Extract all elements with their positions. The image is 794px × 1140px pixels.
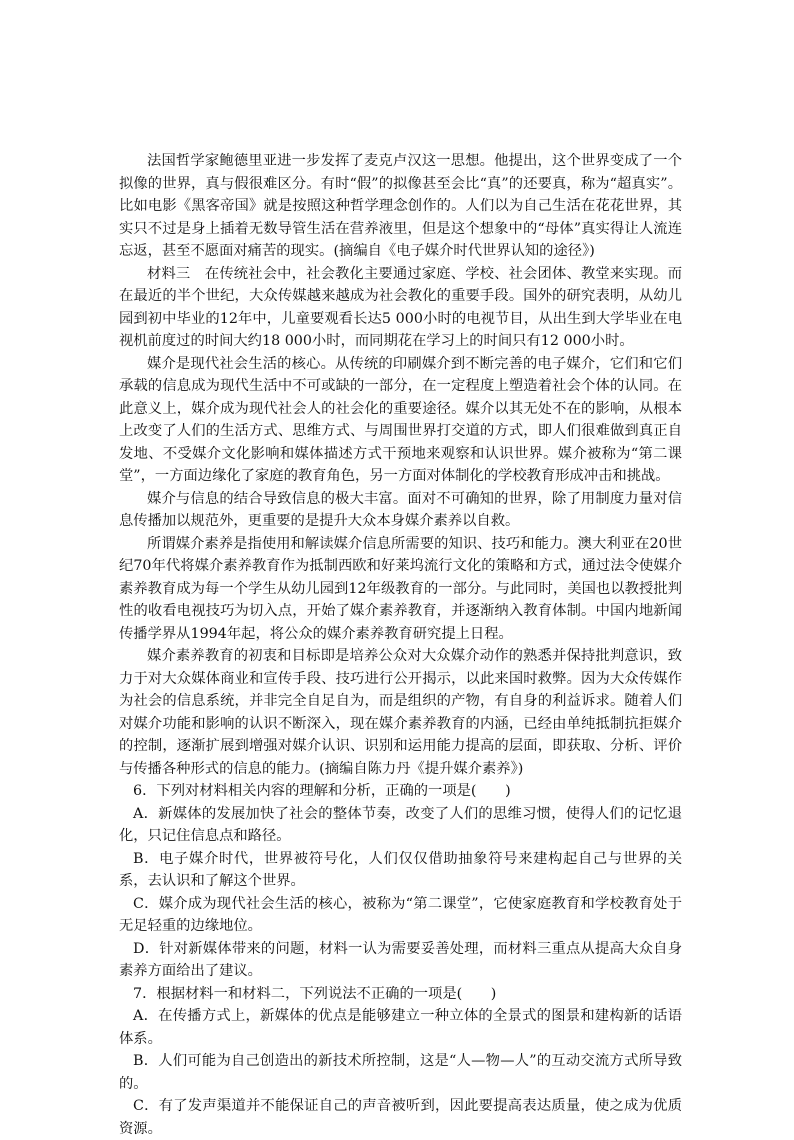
paragraph: 材料三 在传统社会中，社会教化主要通过家庭、学校、社会团体、教堂来实现。而在最近的半个世纪，大众传媒越来越成为社会教化的重要手段。国外的研究表明，从幼儿园到初中毕业的12年中，儿童要观看长达5 000小时的电视节目，从出生到大学毕业在电视机前度过的时间大约18 000小时，而同期花在学习上的时间只有12 000小时。 [119,265,682,349]
paragraph: 法国哲学家鲍德里亚进一步发挥了麦克卢汉这一思想。他提出，这个世界变成了一个拟像的世界，真与假很难区分。有时“假”的拟像甚至会比“真”的还要真，称为“超真实”。比如电影《黑客帝国》就是按照这种哲学理念创作的。人们以为自己生活在花花世界，其实只不过是身上插着无数导管生活在营养液里，但是这个想象中的“母体”真实得让人流连忘返，甚至不愿面对痛苦的现实。(摘编自《电子媒介时代世界认知的途径》) [119,153,682,259]
question-6-option-c: C．媒介成为现代社会生活的核心，被称为“第二课堂”，它使家庭教育和学校教育处于无足轻重的边缘地位。 [119,895,682,934]
document-body [119,150,682,1140]
question-7-stem: 7．根据材料一和材料二，下列说法不正确的一项是( ) [133,985,497,1002]
paragraph: 所谓媒介素养是指使用和解读媒介信息所需要的知识、技巧和能力。澳大利亚在20世纪70年代将媒介素养教育作为抵制西欧和好莱坞流行文化的策略和方式，通过法令使媒介素养教育成为每一个学生从幼儿园到12年级教育的一部分。与此同时，美国也以教授批判性的收看电视技巧为切入点，开始了媒介素养教育，并逐渐纳入教育体制。中国内地新闻传播学界从1994年起，将公众的媒介素养教育研究提上日程。 [119,535,682,642]
paragraph: 媒介素养教育的初衷和目标即是培养公众对大众媒介动作的熟悉并保持批判意识，致力于对大众媒体商业和宣传手段、技巧进行公开揭示，以此来国时救弊。因为大众传媒作为社会的信息系统，并非完全自足自为，而是组织的产物，有自身的利益诉求。随着人们对媒介功能和影响的认识不断深入，现在媒介素养教育的内涵，已经由单纯抵制抗拒媒介的控制，逐渐扩展到增强对媒介认识、识别和运用能力提高的层面，即获取、分析、评价与传播各种形式的信息的能力。(摘编自陈力丹《提升媒介素养》) [119,648,682,777]
question-7-option-c: C．有了发声渠道并不能保证自己的声音被听到，因此要提高表达质量，使之成为优质资源。 [119,1098,682,1137]
question-6-stem: 6．下列对材料相关内容的理解和分析，正确的一项是( ) [133,783,511,799]
paragraph: 媒介是现代社会生活的核心。从传统的印刷媒介到不断完善的电子媒介，它们和它们承载的信息成为现代生活中不可或缺的一部分，在一定程度上塑造着社会个体的认同。在此意义上，媒介成为现代社会人的社会化的重要途径。媒介以其无处不在的影响，从根本上改变了人们的生活方式、思维方式、与周围世界打交道的方式，即人们很难做到真正自发地、不受媒介文化影响和媒体描述方式干预地来观察和认识世界。媒介被称为“第二课堂”，一方面边缘化了家庭的教育角色，另一方面对体制化的学校教育形成冲击和挑战。 [119,355,682,484]
question-6-option-a: A．新媒体的发展加快了社会的整体节奏，改变了人们的思维习惯，使得人们的记忆退化，只记住信息点和路径。 [119,805,682,844]
question-7-option-a: A．在传播方式上，新媒体的优点是能够建立一种立体的全景式的图景和建构新的话语体系。 [119,1008,682,1047]
paragraph: 媒介与信息的结合导致信息的极大丰富。面对不可确知的世界，除了用制度力量对信息传播加以规范外，更重要的是提升大众本身媒介素养以自救。 [119,490,682,529]
question-6-option-d: D．针对新媒体带来的问题，材料一认为需要妥善处理，而材料三重点从提高大众自身素养方面给出了建议。 [119,940,682,979]
question-6-option-b: B．电子媒介时代，世界被符号化，人们仅仅借助抽象符号来建构起自己与世界的关系，去认识和了解这个世界。 [119,850,682,889]
question-7-option-b: B．人们可能为自己创造出的新技术所控制，这是“人—物—人”的互动交流方式所导致的。 [119,1053,682,1092]
